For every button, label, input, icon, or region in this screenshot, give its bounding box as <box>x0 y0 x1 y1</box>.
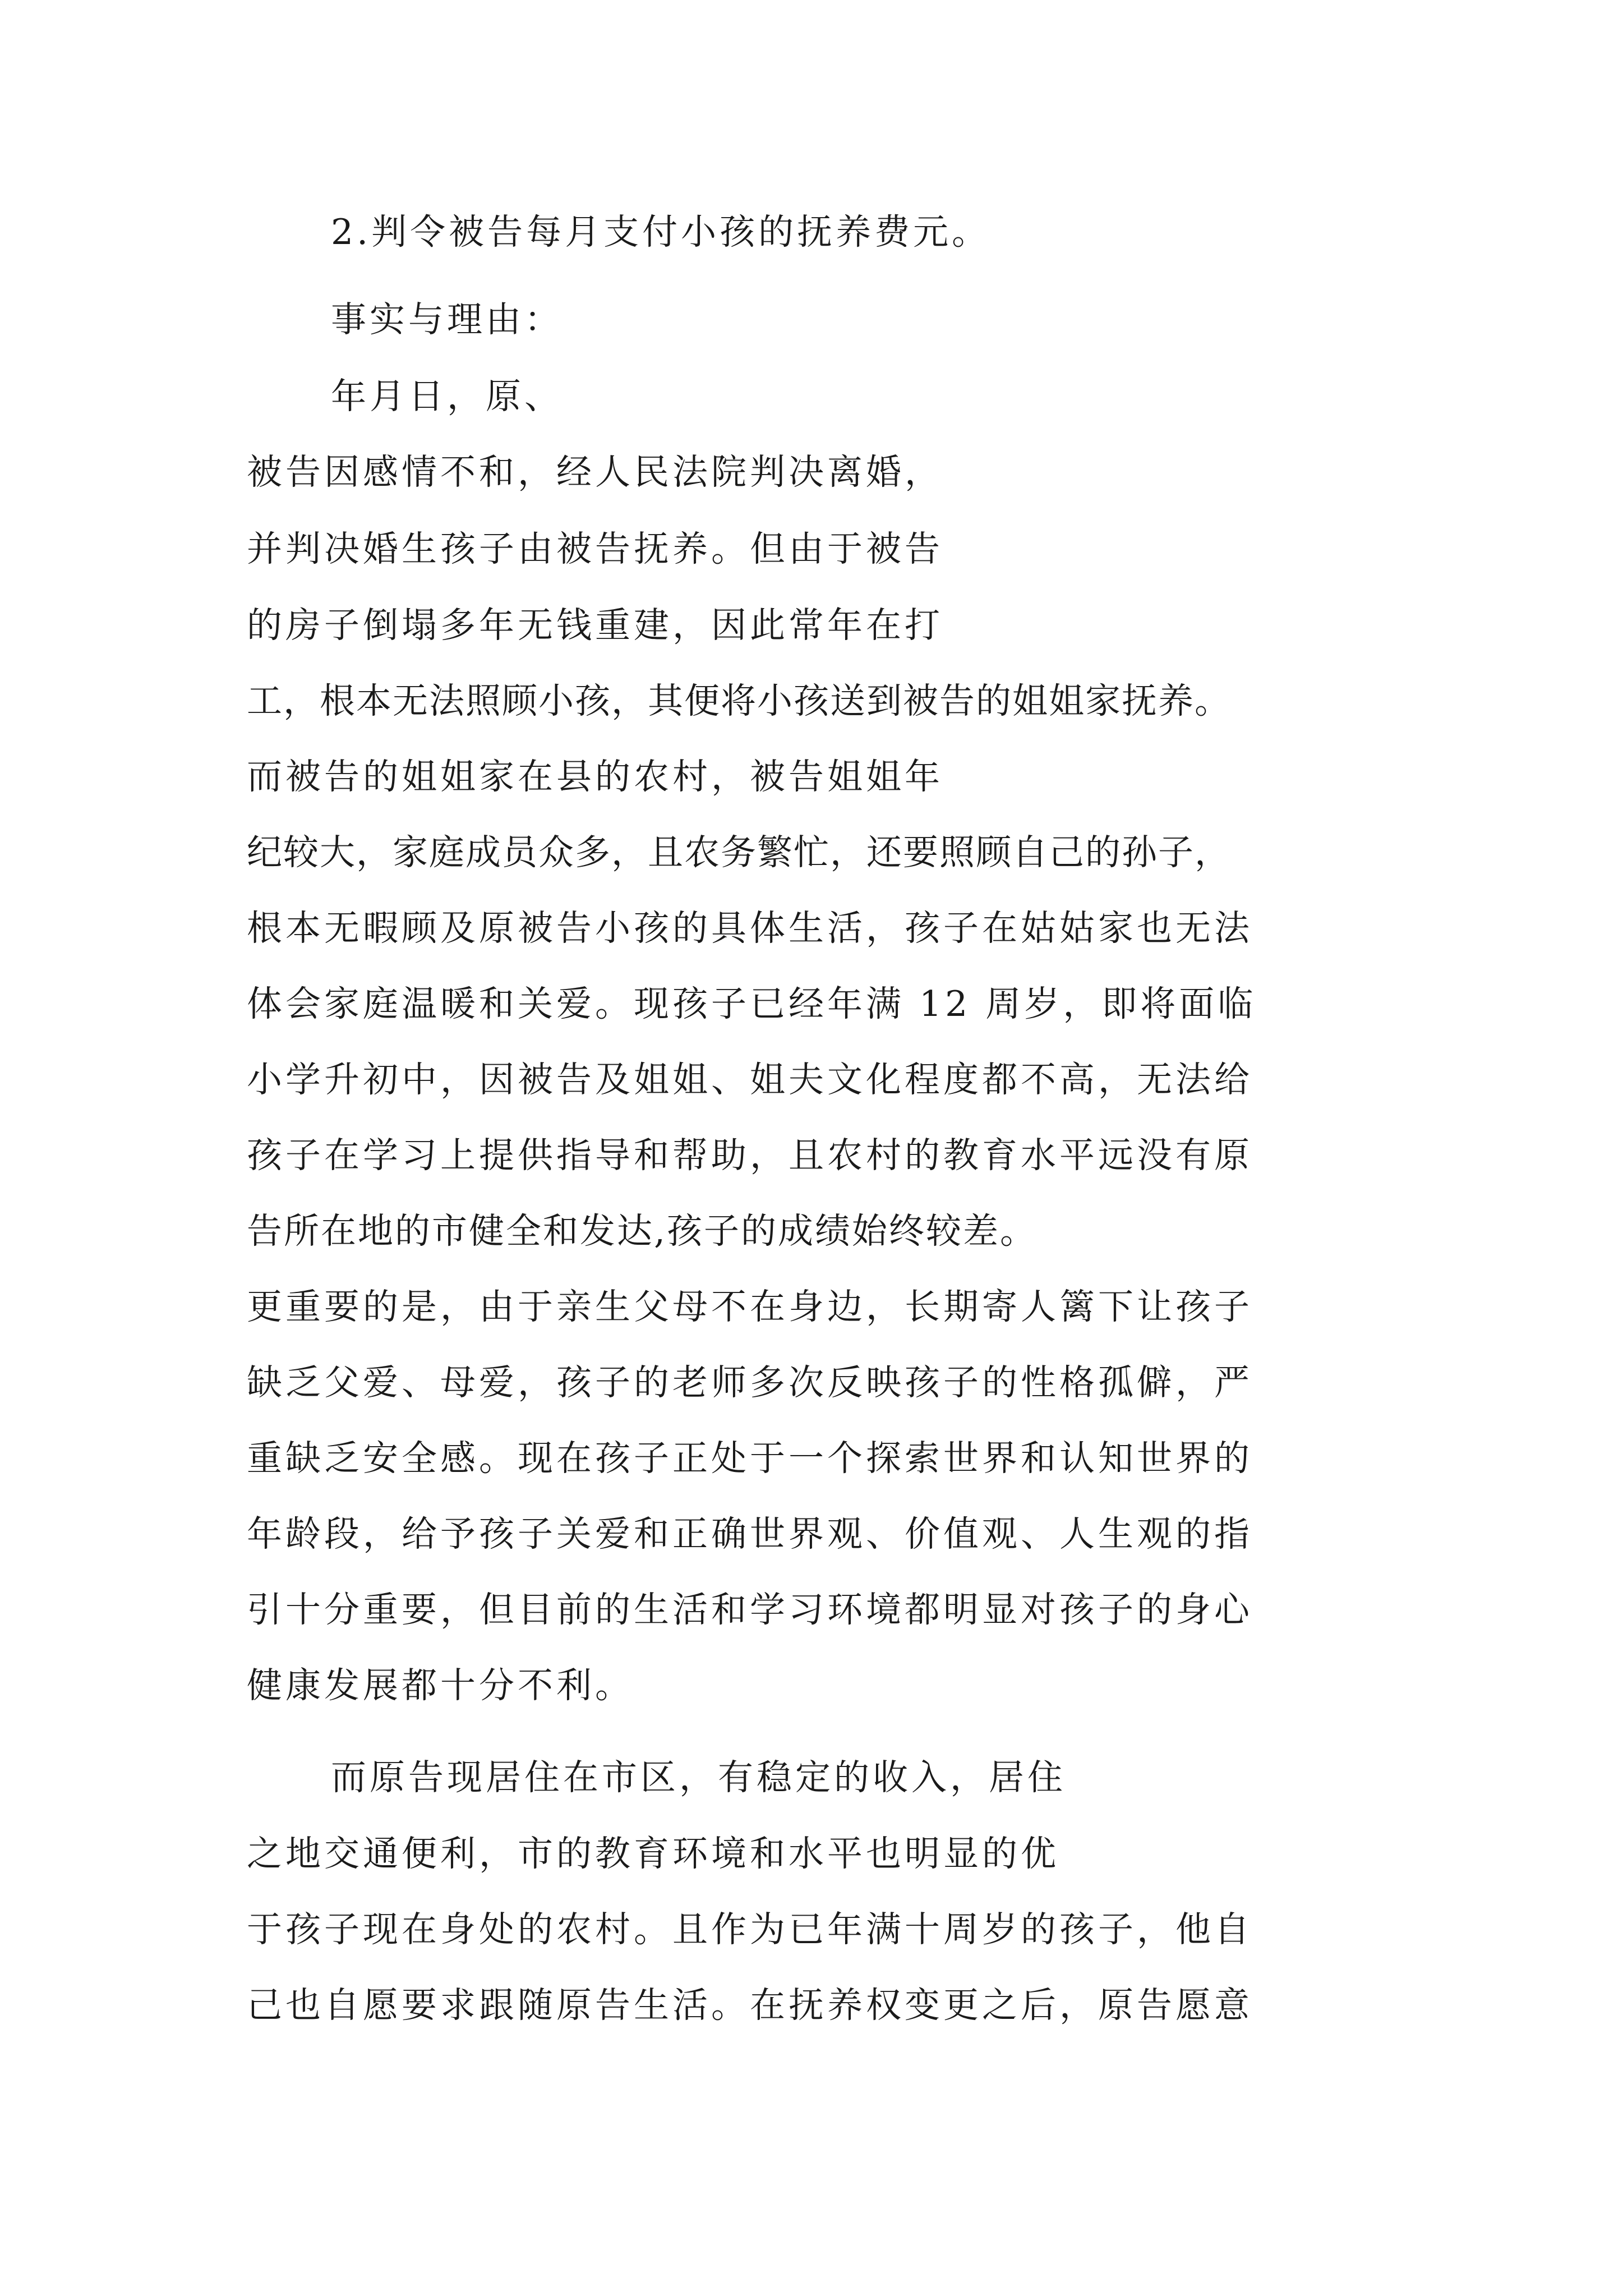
text-segment: 2.判令被告每月支付小孩的抚养费 <box>331 211 914 252</box>
text-line <box>331 1754 1066 1801</box>
text-segment: 被告因感情不和，经 <box>247 452 595 493</box>
text-line <box>331 373 563 420</box>
text-segment: 告所在地的 <box>247 1211 432 1251</box>
text-line <box>247 981 1256 1028</box>
text-line <box>247 905 1253 952</box>
text-line <box>247 449 943 496</box>
text-line <box>247 1359 1253 1406</box>
text-segment: 市健全和发达,孩子的成绩始终较差。 <box>432 1211 1038 1251</box>
text-line <box>247 1435 1253 1482</box>
text-line <box>247 678 1231 725</box>
text-segment: 年 <box>331 376 370 417</box>
text-segment: 小学升初中，因被告及姐姐、姐夫文化程度都不高，无法给 <box>247 1059 1253 1100</box>
text-segment: 缺乏父爱、母爱，孩子的老师多次反映孩子的性格孤僻，严 <box>247 1362 1253 1403</box>
text-segment: 而原告现居住在 <box>331 1757 602 1798</box>
text-segment: 并判决婚生孩子 <box>247 528 518 569</box>
text-line <box>247 1982 1253 2029</box>
text-segment: 孩子在学习上提供指导和帮助，且农村的教育水平远没有原 <box>247 1135 1253 1176</box>
text-line <box>331 209 990 256</box>
text-segment: 日，原、 <box>408 376 563 417</box>
text-line <box>247 1830 1059 1878</box>
text-segment: 己也自愿要求跟随原告生活。在抚养权变更之后，原告愿意 <box>247 1985 1253 2026</box>
text-line <box>247 1906 1253 1953</box>
text-line <box>247 1586 1253 1634</box>
text-segment: 年龄段，给予孩子关爱和正确世界观、价值观、人生观的指 <box>247 1513 1253 1554</box>
text-line <box>247 829 1231 876</box>
text-line <box>247 1208 1037 1255</box>
text-segment: 健康发展都十分不利。 <box>247 1665 634 1706</box>
text-line <box>247 1132 1253 1179</box>
text-segment: 事实与理由： <box>331 299 563 340</box>
text-segment: 元。 <box>913 211 991 252</box>
text-segment: 市区，有稳定的收入，居住 <box>602 1757 1066 1798</box>
text-segment: 之地交通便利， <box>247 1833 518 1874</box>
text-segment: 根本无暇顾及原被告小孩的具体生活，孩子在姑姑家也无法 <box>247 908 1253 949</box>
text-segment: 打 <box>905 605 943 646</box>
text-segment: 重缺乏安全感。现在孩子正处于一个探索世界和认知世界的 <box>247 1438 1253 1479</box>
text-line <box>247 602 943 649</box>
text-segment: 由被告抚养。但由于被告 <box>518 528 943 569</box>
text-line <box>331 296 563 343</box>
text-segment: 月 <box>370 376 408 417</box>
text-line <box>247 1662 634 1709</box>
text-line <box>247 1056 1253 1103</box>
text-segment: 市的教育环境和水平也明显的优 <box>518 1833 1059 1874</box>
text-segment: 县的农村，被告姐姐年 <box>556 756 943 797</box>
text-line <box>247 1511 1253 1558</box>
text-segment: 引十分重要，但目前的生活和学习环境都明显对孩子的身心 <box>247 1589 1253 1630</box>
text-segment: 纪较大，家庭成员众多，且农务繁忙，还要照顾自己的孙子， <box>247 832 1231 873</box>
text-line <box>247 753 943 800</box>
text-line <box>247 526 943 573</box>
text-line <box>247 1283 1253 1331</box>
text-segment: 体会家庭温暖和关爱。现孩子已经年满 12 周岁，即将面临 <box>247 983 1257 1024</box>
text-segment: 于孩子现在身处的农村。且作为已年满十周岁的孩子，他自 <box>247 1909 1253 1950</box>
text-segment: 而被告的姐姐家在 <box>247 756 556 797</box>
text-segment: 人民法院判决离婚， <box>595 452 943 493</box>
text-segment: 工，根本无法照顾小孩，其便将小孩送到被告的姐姐家抚养。 <box>247 680 1231 721</box>
text-segment: 更重要的是，由于亲生父母不在身边，长期寄人篱下让孩子 <box>247 1286 1253 1327</box>
text-segment: 的房子倒塌多年无钱重建，因此常年在 <box>247 605 905 646</box>
